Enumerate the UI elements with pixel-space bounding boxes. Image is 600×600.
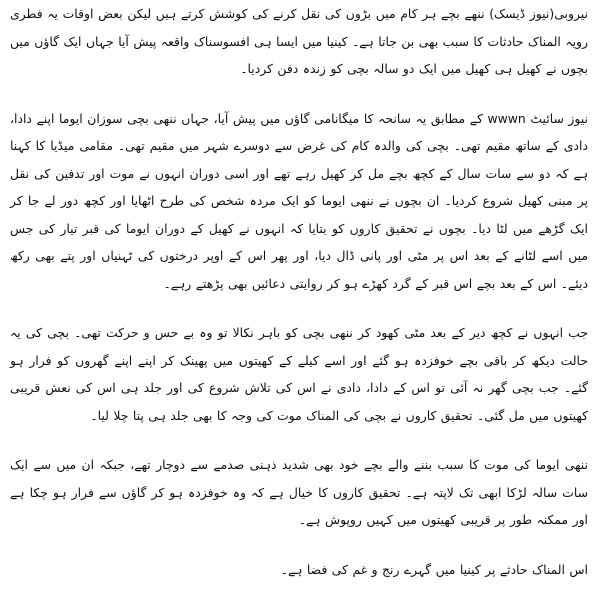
article-paragraph-5: اس المناک حادثے پر کینیا میں گہرے رنج و غم کی فضا ہے۔ <box>280 561 588 577</box>
article-paragraph-2: نیوز سائیٹ wwwn کے مطابق یہ سانحہ کا میگانامی گاؤں میں پیش آیا، جہاں ننھی بچی سوزان ایوما اپنے دادا، دادی کے ساتھ مقیم تھی۔ بچی کی والدہ کام کی غرض سے دوسرے شہر میں مقیم تھی۔ مقامی میڈیا کا کہنا ہے کہ دو سے سات سال کے کچھ بچے مل کر کھیل رہے تھے اور اسی دوران انہوں نے موت اور تدفین کی نقل پر مبنی کھیل شروع کردیا۔ ان بچوں نے ننھی ایوما کو ایک مردہ شخص کی طرح اٹھایا اور کچھ دور لے جا کر ایک گڑھے میں لٹا دیا۔ بچوں نے تحقیق کاروں کو بتایا کہ انہوں نے کھیل کے دوران ایوما کی قبر تیار کی جس میں اسے لٹانے کے بعد اس پر مٹی اور پانی ڈال دیا، اور پھر اس کے اوپر درختوں کی ٹہنیاں اور پتے بھی رکھ دیئے۔ اس کے بعد بچے اس قبر کے گرد کھڑے ہو کر روایتی دعائیں بھی پڑھتے رہے۔ <box>10 110 588 291</box>
article-paragraph-3: جب انہوں نے کچھ دیر کے بعد مٹی کھود کر ننھی بچی کو باہر نکالا تو وہ بے حس و حرکت تھی۔ بچی کی یہ حالت دیکھ کر باقی بچے خوفزدہ ہو گئے اور اسے کیلے کے کھیتوں میں پھینک کر اپنے اپنے گھروں کو فرار ہو گئے۔ جب بچی گھر نہ آئی تو اس کے دادا، دادی نے اس کی تلاش شروع کی اور جلد ہی اس کی نعش قریبی کھیتوں میں مل گئی۔ تحقیق کاروں نے بچی کی المناک موت کی وجہ کا بھی جلد ہی پتا چلا لیا۔ <box>10 325 588 423</box>
article-paragraph-4: ننھی ایوما کی موت کا سبب بننے والے بچے خود بھی شدید ذہنی صدمے سے دوچار تھے، جبکہ ان میں سے ایک سات سالہ لڑکا ابھی تک لاپتہ ہے۔ تحقیق کاروں کا خیال ہے کہ وہ خوفزدہ ہو کر گاؤں سے فرار ہو چکا ہے اور ممکنہ طور پر قریبی کھیتوں میں کہیں روپوش ہے۔ <box>10 457 588 527</box>
article-paragraph-1: نیروبی(نیوز ڈیسک) ننھے بچے ہر کام میں بڑوں کی نقل کرنے کی کوشش کرتے ہیں لیکن بعض اوقات یہ فطری رویہ المناک حادثات کا سبب بھی بن جاتا ہے۔ کینیا میں ایسا ہی افسوسناک واقعہ پیش آیا جہاں ایک گاؤں میں بچوں نے کھیل ہی کھیل میں ایک دو سالہ بچی کو زندہ دفن کردیا۔ <box>10 6 588 76</box>
